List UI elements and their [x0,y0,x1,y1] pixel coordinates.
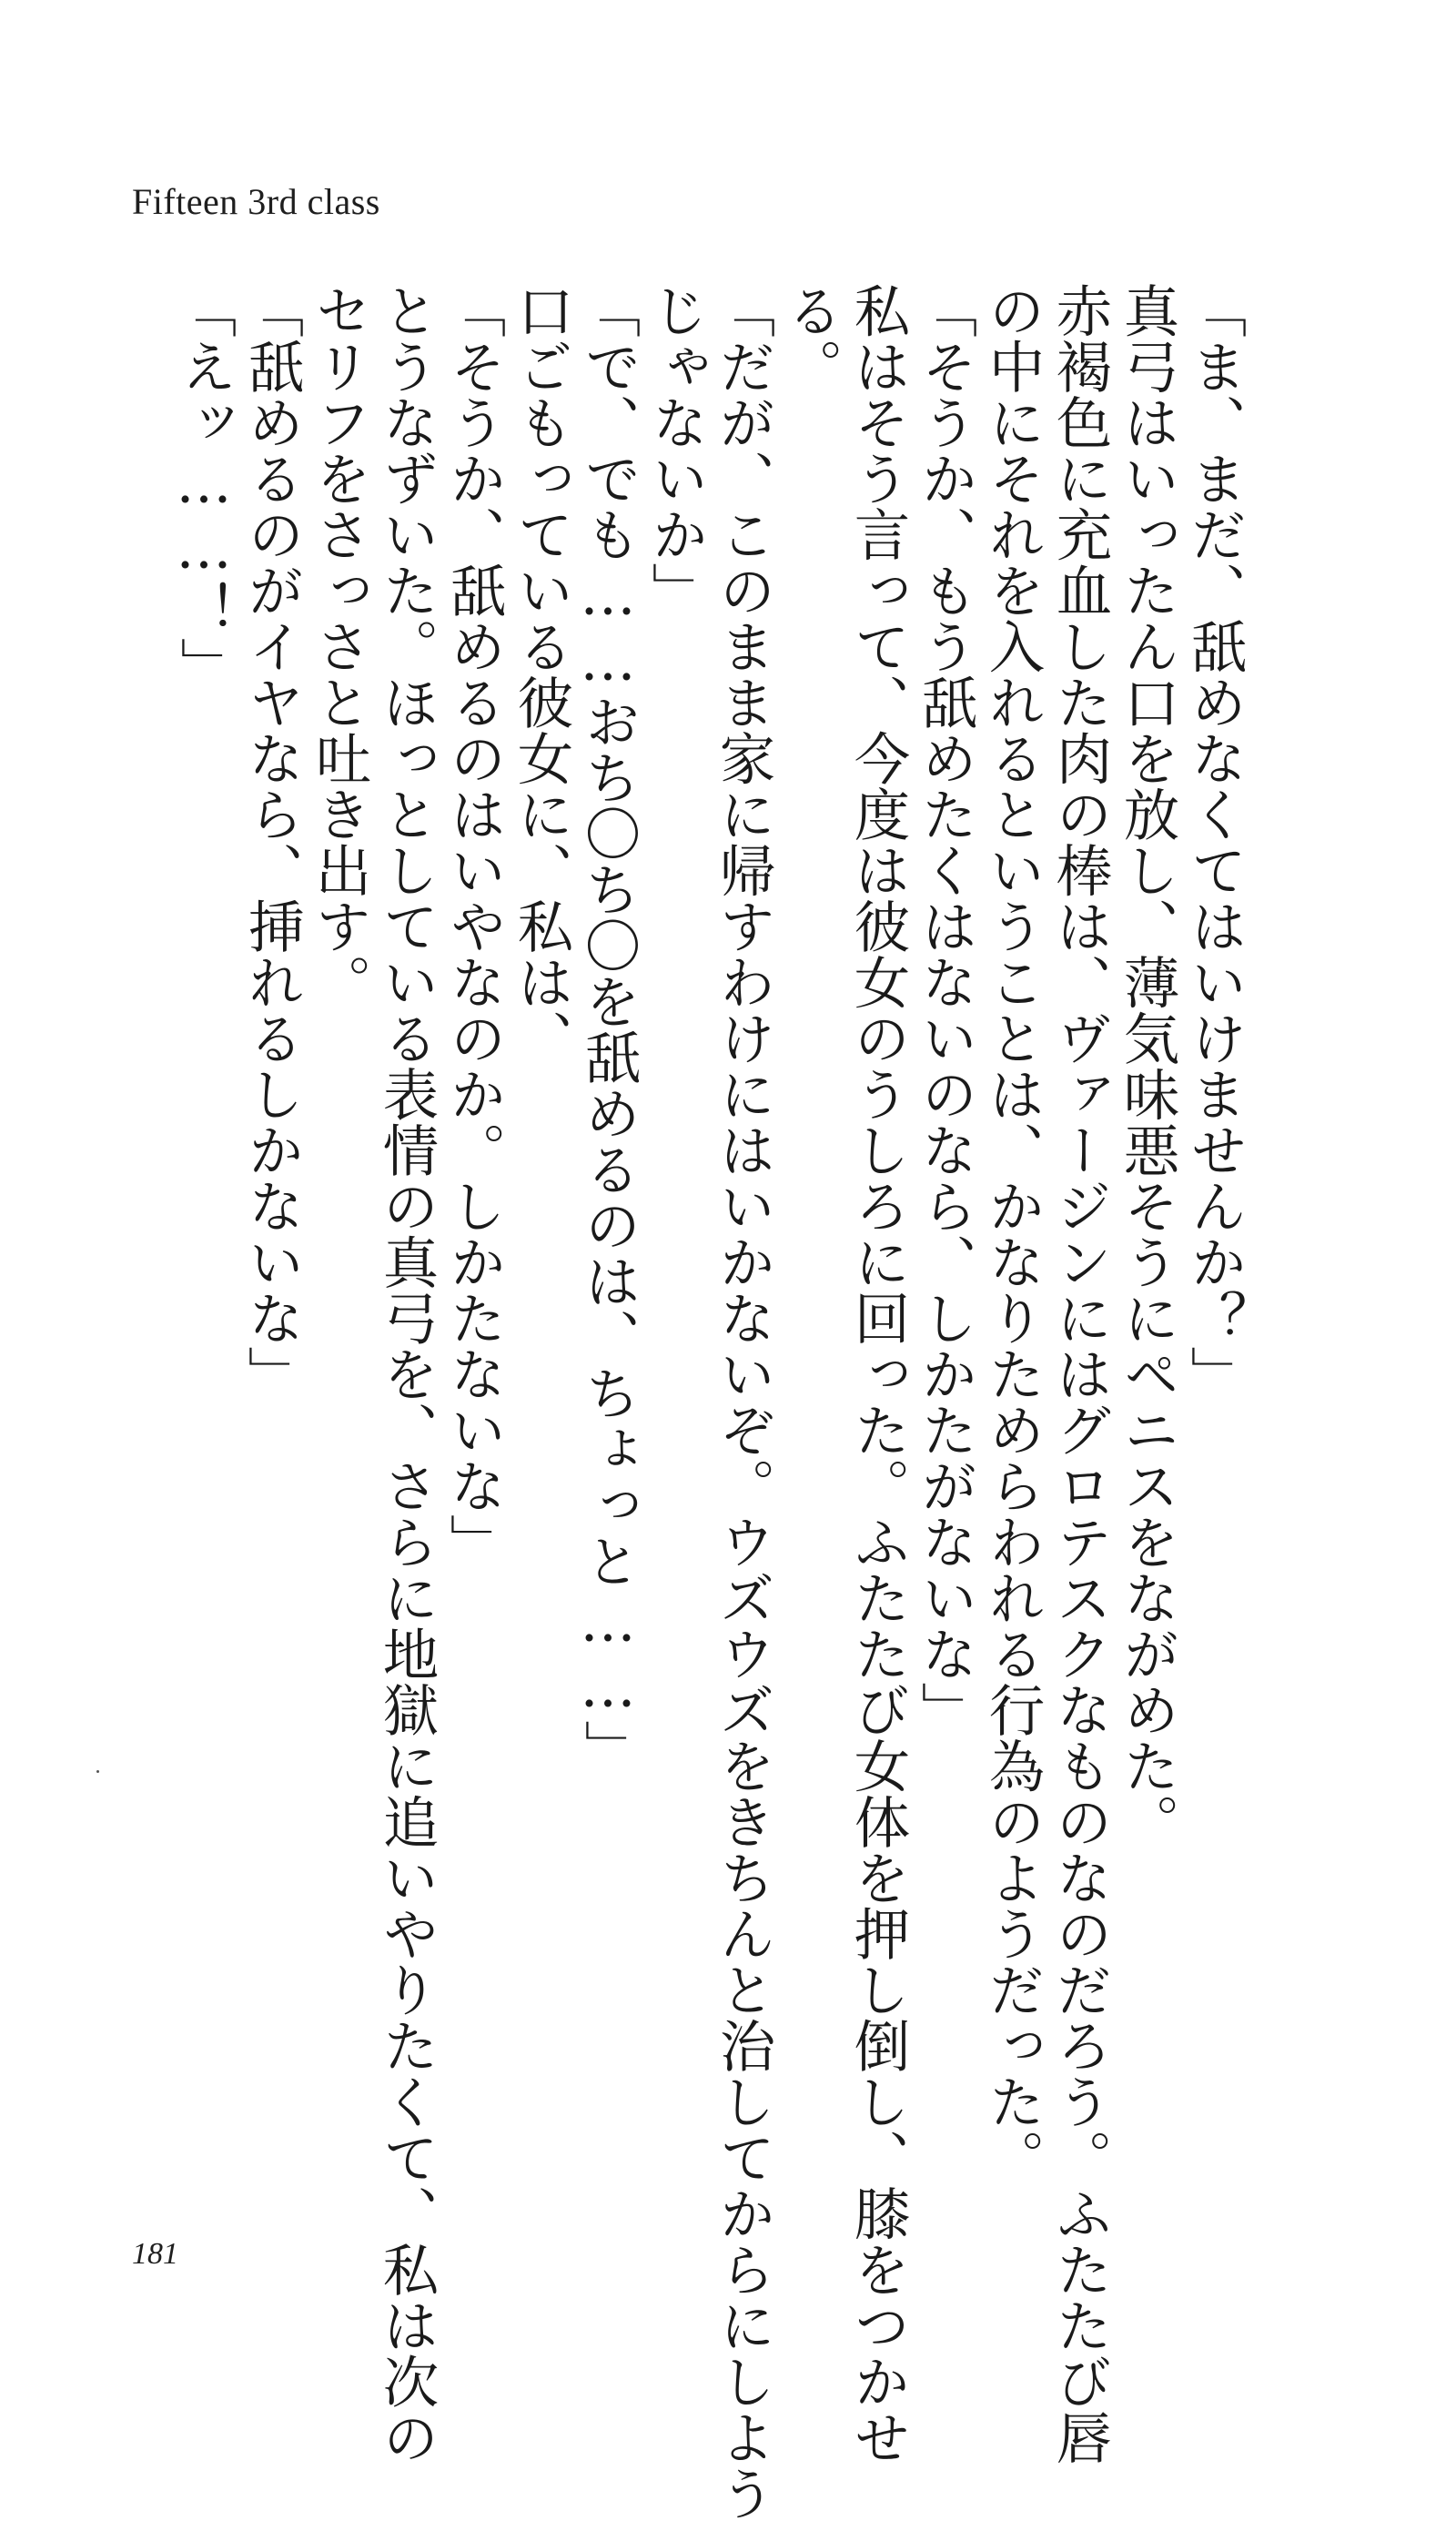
text-column: 「そうか、舐めるのはいやなのか。しかたないな」 [440,282,506,1570]
text-column: 「えッ……！」 [171,282,237,694]
text-column: 「そうか、もう舐めたくはないのなら、しかたがないな」 [912,282,977,1737]
text-column: 赤褐色に充血した肉の棒は、ヴァージンにはグロテスクなものなのだろう。ふたたび唇 [1046,282,1112,2465]
page-number: 181 [132,2237,178,2271]
text-column: 「だが、このまま家に帰すわけにはいかないぞ。ウズウズをきちんと治してからにしよう [710,282,775,2521]
text-column: セリフをさっさと吐き出す。 [306,282,371,1010]
scan-speck [96,1770,99,1773]
text-column: る。 [777,282,843,394]
text-column: とうなずいた。ほっとしている表情の真弓を、さらに地獄に追いやりたくて、私は次の [373,282,439,2465]
text-column: じゃないか」 [642,282,708,618]
text-column: 口ごもっている彼女に、私は、 [508,282,573,1066]
text-column: 私はそう言って、今度は彼女のうしろに回った。ふたたび女体を押し倒し、膝をつかせ [844,282,910,2465]
text-column: 「舐めるのがイヤなら、挿れるしかないな」 [238,282,304,1402]
running-head: Fifteen 3rd class [132,181,380,222]
text-column: 真弓はいったん口を放し、薄気味悪そうにペニスをながめた。 [1114,282,1179,1849]
text-column: 「ま、まだ、舐めなくてはいけませんか？」 [1181,282,1247,1402]
text-column: の中にそれを入れるということは、かなりためらわれる行為のようだった。 [979,282,1045,2185]
text-column: 「で、でも……おち〇ち〇を舐めるのは、ちょっと……」 [575,282,641,1776]
